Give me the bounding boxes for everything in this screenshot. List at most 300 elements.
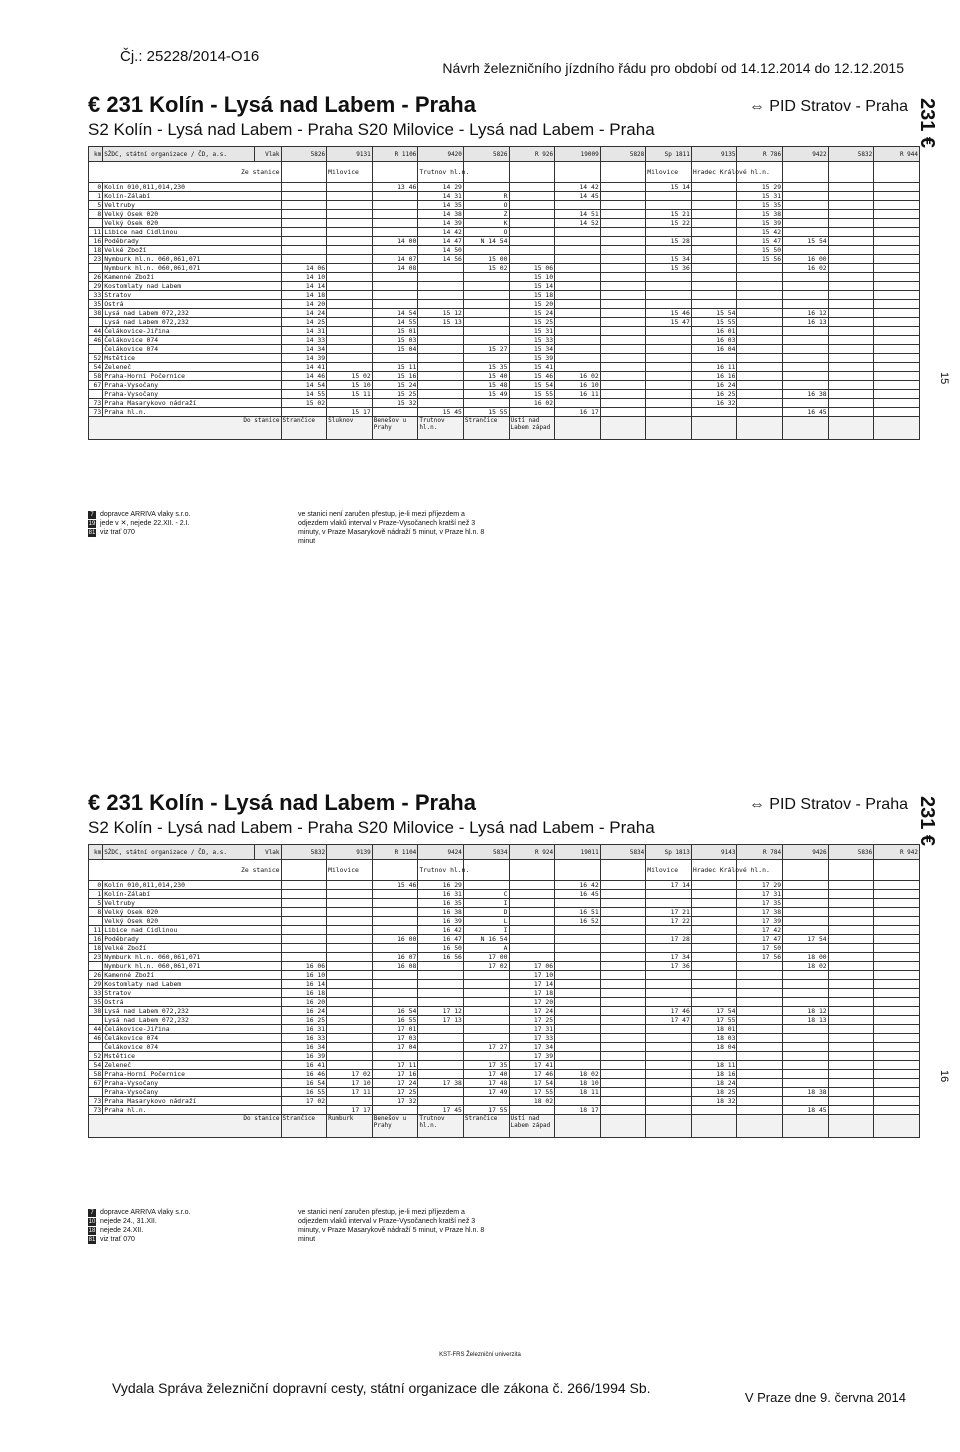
time-cell: 17 32 [372, 1097, 418, 1106]
train-number: R 786 [737, 147, 783, 162]
from-station [874, 162, 920, 183]
time-cell [327, 327, 373, 336]
time-cell [646, 971, 692, 980]
to-station [737, 417, 783, 440]
time-cell [783, 372, 829, 381]
time-cell: 15 42 [737, 228, 783, 237]
time-cell [828, 953, 874, 962]
time-cell [691, 899, 737, 908]
time-cell: 18 45 [783, 1106, 829, 1115]
time-cell: 16 46 [281, 1070, 327, 1079]
time-cell [463, 1097, 509, 1106]
time-cell [646, 390, 692, 399]
km-cell [89, 318, 103, 327]
time-cell [874, 944, 920, 953]
station-cell: Praha hl.n. [103, 1106, 281, 1115]
time-cell [691, 917, 737, 926]
time-cell [737, 1025, 783, 1034]
time-cell: K [463, 219, 509, 228]
time-cell [828, 1097, 874, 1106]
time-cell [509, 408, 555, 417]
time-cell [281, 908, 327, 917]
time-cell: 18 11 [555, 1088, 601, 1097]
time-cell [555, 989, 601, 998]
time-cell [828, 1016, 874, 1025]
time-cell [737, 1007, 783, 1016]
time-cell [372, 408, 418, 417]
time-cell [418, 1088, 464, 1097]
time-cell [783, 345, 829, 354]
station-cell: Mstětice [103, 354, 281, 363]
time-cell [828, 399, 874, 408]
km-cell: 0 [89, 183, 103, 192]
time-cell [874, 962, 920, 971]
legend-item [88, 519, 191, 528]
time-cell [874, 390, 920, 399]
time-cell [600, 1007, 646, 1016]
time-cell: 17 35 [737, 899, 783, 908]
time-cell [783, 980, 829, 989]
time-cell [418, 971, 464, 980]
time-cell [691, 908, 737, 917]
time-cell [737, 291, 783, 300]
table-row [89, 998, 920, 1007]
time-cell: 16 18 [281, 989, 327, 998]
time-cell: 15 46 [509, 372, 555, 381]
time-cell [646, 1052, 692, 1061]
to-station: Ústí nad Labem západ [509, 1115, 555, 1138]
time-cell [600, 201, 646, 210]
station-cell: Ostrá [103, 998, 281, 1007]
time-cell: 16 52 [555, 917, 601, 926]
time-cell [555, 264, 601, 273]
time-cell: 17 02 [281, 1097, 327, 1106]
time-cell: 16 02 [555, 372, 601, 381]
time-cell [646, 282, 692, 291]
section-title: € 231 Kolín - Lysá nad Labem - Praha [88, 790, 476, 815]
time-cell: 17 49 [463, 1088, 509, 1097]
time-cell [737, 1070, 783, 1079]
time-cell [600, 908, 646, 917]
time-cell: 16 54 [281, 1079, 327, 1088]
time-cell [874, 1007, 920, 1016]
time-cell [783, 327, 829, 336]
time-cell [828, 998, 874, 1007]
time-cell: 16 50 [418, 944, 464, 953]
time-cell [828, 192, 874, 201]
time-cell [327, 219, 373, 228]
time-cell: 17 35 [463, 1061, 509, 1070]
column-header-label: km [89, 845, 103, 860]
to-station: Benešov u Prahy [372, 1115, 418, 1138]
time-cell [600, 354, 646, 363]
time-cell [646, 327, 692, 336]
time-cell: 17 55 [691, 1016, 737, 1025]
time-cell [874, 1061, 920, 1070]
time-cell [327, 255, 373, 264]
from-station-label: Ze stanice [89, 860, 282, 881]
time-cell [372, 944, 418, 953]
time-cell [691, 980, 737, 989]
km-cell: 26 [89, 971, 103, 980]
time-cell [874, 237, 920, 246]
page-number: 15 [938, 372, 950, 385]
table-row [89, 309, 920, 318]
time-cell [828, 264, 874, 273]
time-cell [737, 1016, 783, 1025]
train-number: 5826 [463, 147, 509, 162]
time-cell [737, 1106, 783, 1115]
time-cell: 16 24 [281, 1007, 327, 1016]
time-cell [737, 1034, 783, 1043]
time-cell [463, 399, 509, 408]
from-station [463, 860, 509, 881]
time-cell [874, 354, 920, 363]
time-cell [418, 291, 464, 300]
time-cell: 16 08 [372, 962, 418, 971]
train-number: 5836 [828, 845, 874, 860]
time-cell [828, 1079, 874, 1088]
station-cell: Praha-Vysočany [103, 390, 281, 399]
time-cell [327, 246, 373, 255]
from-station [600, 162, 646, 183]
station-cell: Veltruby [103, 201, 281, 210]
table-row [89, 327, 920, 336]
time-cell: 17 41 [509, 1061, 555, 1070]
time-cell: 15 04 [372, 345, 418, 354]
time-cell: 15 54 [509, 381, 555, 390]
time-cell: 17 47 [737, 935, 783, 944]
time-cell [600, 1025, 646, 1034]
time-cell [737, 1043, 783, 1052]
time-cell [555, 1007, 601, 1016]
time-cell [600, 372, 646, 381]
to-station [555, 1115, 601, 1138]
time-cell [691, 881, 737, 890]
table-row [89, 273, 920, 282]
time-cell [828, 1070, 874, 1079]
time-cell [646, 372, 692, 381]
time-cell [691, 962, 737, 971]
time-cell [737, 962, 783, 971]
from-station [783, 162, 829, 183]
time-cell [783, 1043, 829, 1052]
time-cell: 14 55 [372, 318, 418, 327]
km-cell: 8 [89, 908, 103, 917]
legend-text: dopravce ARRIVA vlaky s.r.o. [100, 1209, 191, 1216]
time-cell [737, 1097, 783, 1106]
station-cell: Čelákovice 074 [103, 336, 281, 345]
time-cell [600, 237, 646, 246]
time-cell [463, 309, 509, 318]
time-cell [555, 1034, 601, 1043]
time-cell [783, 1097, 829, 1106]
time-cell [463, 183, 509, 192]
km-cell: 11 [89, 926, 103, 935]
time-cell [828, 210, 874, 219]
time-cell [418, 345, 464, 354]
time-cell: 15 39 [509, 354, 555, 363]
time-cell [783, 1079, 829, 1088]
from-station [372, 162, 418, 183]
time-cell [737, 282, 783, 291]
time-cell [783, 971, 829, 980]
time-cell [463, 1034, 509, 1043]
km-cell: 26 [89, 273, 103, 282]
time-cell [691, 300, 737, 309]
time-cell [372, 219, 418, 228]
station-cell: Čelákovice 074 [103, 1034, 281, 1043]
time-cell [691, 890, 737, 899]
time-cell [828, 1061, 874, 1070]
table-row [89, 381, 920, 390]
table-row [89, 183, 920, 192]
time-cell [646, 944, 692, 953]
km-cell: 58 [89, 1070, 103, 1079]
km-cell: 11 [89, 228, 103, 237]
from-station: Milovice [646, 860, 692, 881]
time-cell [874, 1106, 920, 1115]
time-cell: 14 39 [418, 219, 464, 228]
train-number: R 924 [509, 845, 555, 860]
time-cell: 15 22 [646, 219, 692, 228]
time-cell [874, 908, 920, 917]
km-cell: 73 [89, 1106, 103, 1115]
time-cell [555, 237, 601, 246]
time-cell: 15 21 [646, 210, 692, 219]
time-cell [828, 228, 874, 237]
time-cell: 16 55 [372, 1016, 418, 1025]
legend-symbol-icon: 81 [88, 1237, 96, 1243]
time-cell [874, 255, 920, 264]
time-cell [600, 1034, 646, 1043]
station-cell: Kostomlaty nad Labem [103, 282, 281, 291]
time-cell: 17 46 [646, 1007, 692, 1016]
time-cell [600, 192, 646, 201]
time-cell: 16 00 [372, 935, 418, 944]
time-cell: 16 31 [418, 890, 464, 899]
from-station [555, 162, 601, 183]
time-cell: 17 28 [646, 935, 692, 944]
time-cell: 17 40 [463, 1070, 509, 1079]
time-cell [327, 192, 373, 201]
legend-text: nejede 24., 31.XII. [100, 1218, 157, 1225]
time-cell: 16 51 [555, 908, 601, 917]
time-cell [509, 917, 555, 926]
time-cell: 16 56 [418, 953, 464, 962]
time-cell: 14 31 [418, 192, 464, 201]
time-cell [327, 273, 373, 282]
time-cell [418, 1043, 464, 1052]
time-cell: 16 55 [281, 1088, 327, 1097]
time-cell [783, 354, 829, 363]
time-cell [874, 935, 920, 944]
time-cell [646, 1061, 692, 1070]
train-number: 9139 [327, 845, 373, 860]
km-cell: 23 [89, 953, 103, 962]
time-cell [646, 1025, 692, 1034]
time-cell: 15 12 [418, 309, 464, 318]
time-cell [691, 971, 737, 980]
time-cell [691, 201, 737, 210]
table-row [89, 1079, 920, 1088]
time-cell [327, 1034, 373, 1043]
from-station [600, 860, 646, 881]
time-cell: 15 54 [691, 309, 737, 318]
time-cell [828, 989, 874, 998]
time-cell [783, 246, 829, 255]
km-cell [89, 219, 103, 228]
time-cell [874, 1052, 920, 1061]
station-cell: Praha Masarykovo nádraží [103, 1097, 281, 1106]
time-cell [783, 201, 829, 210]
time-cell: 16 13 [783, 318, 829, 327]
time-cell [737, 998, 783, 1007]
train-number: 5832 [828, 147, 874, 162]
time-cell [828, 1088, 874, 1097]
time-cell: 15 29 [737, 183, 783, 192]
time-cell [828, 327, 874, 336]
time-cell [874, 372, 920, 381]
to-station: Šluknov [327, 417, 373, 440]
time-cell: 15 35 [463, 363, 509, 372]
table-row [89, 336, 920, 345]
time-cell [463, 300, 509, 309]
section-subtitle: S2 Kolín - Lysá nad Labem - Praha S20 Milovice - Lysá nad Labem - Praha [88, 818, 655, 837]
time-cell [372, 282, 418, 291]
time-cell [600, 246, 646, 255]
time-cell [463, 1007, 509, 1016]
time-cell: 16 25 [281, 1016, 327, 1025]
station-cell: Kolín 010,011,014,230 [103, 881, 281, 890]
time-cell: 14 51 [555, 210, 601, 219]
time-cell [327, 1025, 373, 1034]
time-cell [600, 219, 646, 228]
time-cell [281, 953, 327, 962]
time-cell: 18 02 [555, 1070, 601, 1079]
time-cell [327, 291, 373, 300]
legend-symbol-icon: 7 [88, 511, 96, 519]
km-cell: 35 [89, 300, 103, 309]
km-cell: 16 [89, 237, 103, 246]
km-cell: 1 [89, 192, 103, 201]
station-cell: Čelákovice 074 [103, 345, 281, 354]
time-cell [600, 1043, 646, 1052]
footer-publisher: Vydala Správa železniční dopravní cesty, státní organizace dle zákona č. 266/1994 Sb. [112, 1380, 651, 1396]
time-cell [418, 980, 464, 989]
time-cell: 17 20 [509, 998, 555, 1007]
time-cell [463, 971, 509, 980]
time-cell: 17 21 [646, 908, 692, 917]
time-cell: 17 39 [509, 1052, 555, 1061]
from-station: Milovice [646, 162, 692, 183]
time-cell [646, 408, 692, 417]
km-cell: 38 [89, 1007, 103, 1016]
time-cell [828, 336, 874, 345]
time-cell [874, 408, 920, 417]
time-cell [463, 336, 509, 345]
time-cell: N 14 54 [463, 237, 509, 246]
time-cell: 17 31 [737, 890, 783, 899]
time-cell: 15 02 [281, 399, 327, 408]
time-cell [372, 246, 418, 255]
time-cell [828, 237, 874, 246]
time-cell: 15 06 [509, 264, 555, 273]
side-label: 231 € [916, 796, 938, 847]
time-cell: 16 10 [281, 971, 327, 980]
time-cell [600, 210, 646, 219]
to-station [828, 417, 874, 440]
time-cell [783, 908, 829, 917]
time-cell [555, 318, 601, 327]
time-cell [646, 1079, 692, 1088]
time-cell: 16 32 [691, 399, 737, 408]
time-cell [828, 1106, 874, 1115]
time-cell [600, 399, 646, 408]
page-number: 16 [938, 1070, 950, 1083]
time-cell: 16 54 [372, 1007, 418, 1016]
time-cell [463, 989, 509, 998]
station-cell: Praha hl.n. [103, 408, 281, 417]
time-cell: 18 04 [691, 1043, 737, 1052]
time-cell [372, 210, 418, 219]
station-cell: Čelákovice-Jiřina [103, 1025, 281, 1034]
station-cell: Zeleneč [103, 363, 281, 372]
time-cell [327, 336, 373, 345]
time-cell [600, 1097, 646, 1106]
table-row [89, 926, 920, 935]
time-cell [691, 1106, 737, 1115]
time-cell: 18 02 [783, 962, 829, 971]
table-row [89, 881, 920, 890]
time-cell [600, 291, 646, 300]
table-row [89, 372, 920, 381]
table-row [89, 1097, 920, 1106]
to-station: Trutnov hl.n. [418, 417, 464, 440]
time-cell [600, 899, 646, 908]
time-cell: 15 34 [646, 255, 692, 264]
time-cell [874, 926, 920, 935]
time-cell: 14 54 [281, 381, 327, 390]
time-cell [828, 390, 874, 399]
time-cell: 15 10 [327, 381, 373, 390]
time-cell [828, 1052, 874, 1061]
time-cell: 18 12 [783, 1007, 829, 1016]
train-number: Sp 1813 [646, 845, 692, 860]
km-cell [89, 345, 103, 354]
station-cell: Kamenné Zboží [103, 971, 281, 980]
time-cell [555, 363, 601, 372]
time-cell: 17 10 [327, 1079, 373, 1088]
from-station: Hradec Králové hl.n. [691, 162, 737, 183]
table-row [89, 282, 920, 291]
from-station [281, 162, 327, 183]
to-station [783, 1115, 829, 1138]
time-cell [555, 282, 601, 291]
time-cell [600, 926, 646, 935]
time-cell [828, 1034, 874, 1043]
time-cell: 17 06 [509, 962, 555, 971]
time-cell: 16 34 [281, 1043, 327, 1052]
table-row [89, 210, 920, 219]
time-cell [418, 264, 464, 273]
time-cell [281, 890, 327, 899]
table-row [89, 953, 920, 962]
from-station [828, 860, 874, 881]
time-cell [646, 989, 692, 998]
time-cell: 15 25 [509, 318, 555, 327]
time-cell [327, 300, 373, 309]
